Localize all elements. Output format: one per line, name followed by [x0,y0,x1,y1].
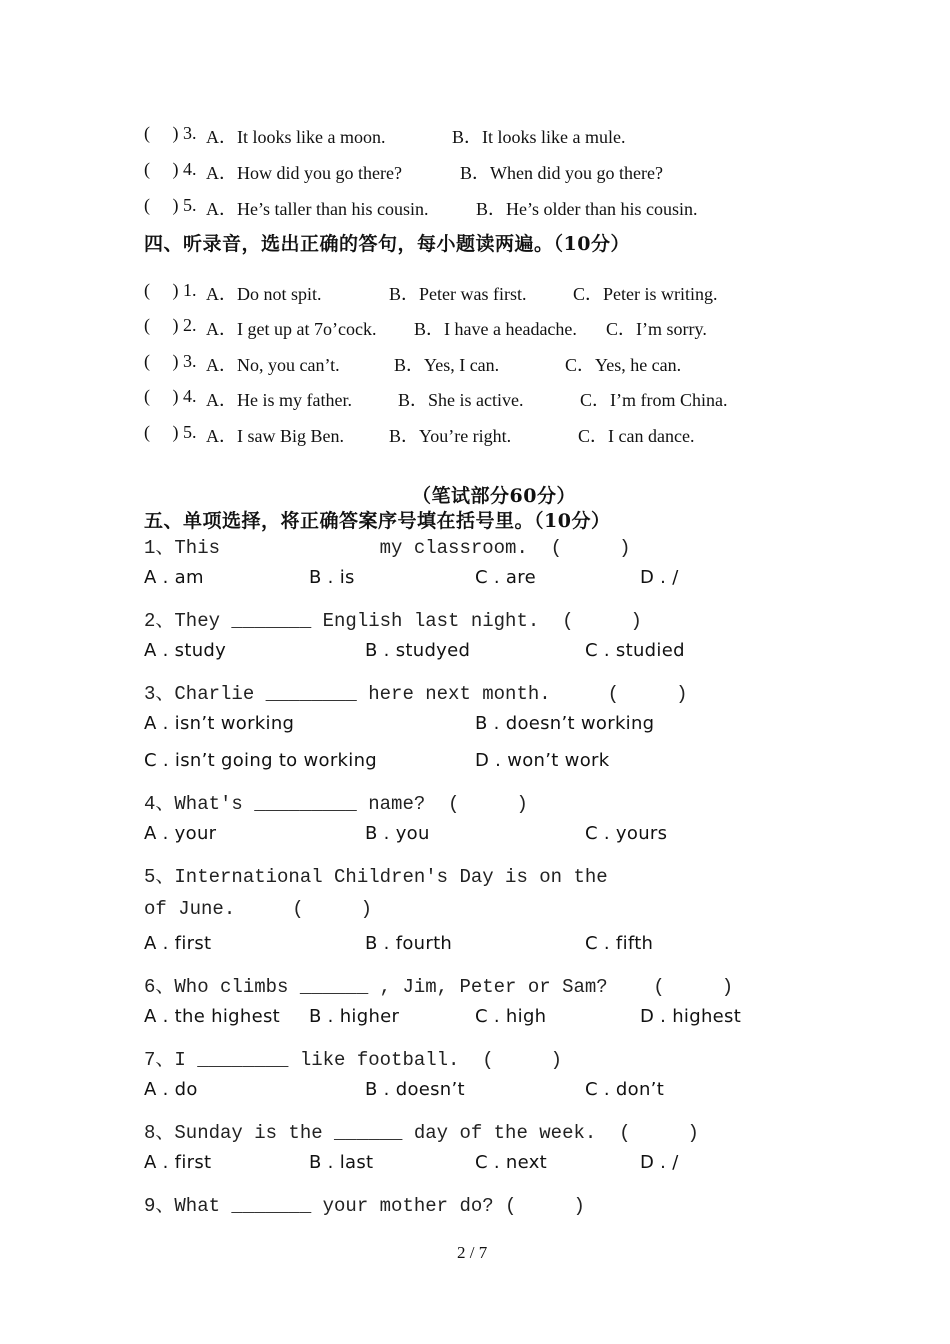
option-c: C．Peter is writing. [573,284,718,304]
option-a: A．It looks like a moon. [206,127,386,147]
option-c: C．I’m sorry. [606,319,707,339]
option-c: C . yours [585,823,668,844]
option-a: A . first [144,933,212,954]
option-b: B．When did you go there? [460,163,663,183]
question-9-stem: 9、What _______ your mother do? ( ) [144,1195,585,1217]
question-8-stem: 8、Sunday is the ______ day of the week. ( ) [144,1122,699,1144]
option-a: A . first [144,1152,212,1173]
option-a: A．I saw Big Ben. [206,426,344,446]
option-b: B . fourth [365,933,453,954]
option-c: C．Yes, he can. [565,355,682,375]
option-b: B．Yes, I can. [394,355,500,375]
section-5-title: 五、单项选择，将正确答案序号填在括号里。（10分） [144,510,611,532]
option-b: B．It looks like a mule. [452,127,626,147]
option-b: B . last [309,1152,374,1173]
option-c: C . fifth [585,933,654,954]
option-b: B．You’re right. [389,426,512,446]
question-6-stem: 6、Who climbs ______ , Jim, Peter or Sam? ( ) [144,976,734,998]
option-c: C . studied [585,640,685,661]
question-2-stem: 2、They _______ English last night. ( ) [144,610,642,632]
option-d: D . / [640,567,679,588]
option-a: A . do [144,1079,198,1100]
option-a: A．How did you go there? [206,163,402,183]
item-number: ( ) 3. [144,123,197,143]
option-b: B．He’s older than his cousin. [476,199,698,219]
question-5-stem: 5、International Children's Day is on the [144,866,608,888]
option-b: B．I have a headache. [414,319,577,339]
option-a: A . study [144,640,227,661]
written-part-title: （笔试部分60分） [412,485,576,507]
item-number: ( ) 4. [144,386,197,406]
option-b: B . doesn’t [365,1079,465,1100]
question-1-stem: 1、This my classroom. ( ) [144,537,631,559]
option-c: C．I’m from China. [580,390,728,410]
section-4-title: 四、听录音，选出正确的答句，每小题读两遍。（10分） [144,233,630,255]
option-c: C . are [475,567,536,588]
option-a: A．No, you can’t. [206,355,340,375]
option-a: A . am [144,567,204,588]
option-a: A . isn’t working [144,713,295,734]
item-number: ( ) 3. [144,351,197,371]
option-b: B . you [365,823,430,844]
option-b: B . doesn’t working [475,713,655,734]
option-a: A．He is my father. [206,390,352,410]
option-a: A．I get up at 7o’cock. [206,319,377,339]
item-number: ( ) 2. [144,315,197,335]
item-number: ( ) 5. [144,195,197,215]
item-number: ( ) 5. [144,422,197,442]
question-5-stem-continued: of June. ( ) [144,898,373,920]
question-7-stem: 7、I ________ like football. ( ) [144,1049,563,1071]
option-b: B . higher [309,1006,400,1027]
question-4-stem: 4、What's _________ name? ( ) [144,793,528,815]
option-a: A . your [144,823,217,844]
option-a: A．Do not spit. [206,284,322,304]
option-d: D . highest [640,1006,742,1027]
option-a: A．He’s taller than his cousin. [206,199,429,219]
option-b: B．She is active. [398,390,524,410]
question-3-stem: 3、Charlie ________ here next month. ( ) [144,683,688,705]
option-c: C . next [475,1152,548,1173]
option-d: D . won’t work [475,750,610,771]
option-a: A . the highest [144,1006,280,1027]
option-b: B . studyed [365,640,471,661]
option-c: C . isn’t going to working [144,750,378,771]
page-number: 2 / 7 [457,1243,488,1262]
option-c: C．I can dance. [578,426,695,446]
item-number: ( ) 1. [144,280,197,300]
option-c: C . don’t [585,1079,665,1100]
option-b: B . is [309,567,355,588]
option-d: D . / [640,1152,679,1173]
item-number: ( ) 4. [144,159,197,179]
option-c: C . high [475,1006,547,1027]
option-b: B．Peter was first. [389,284,527,304]
